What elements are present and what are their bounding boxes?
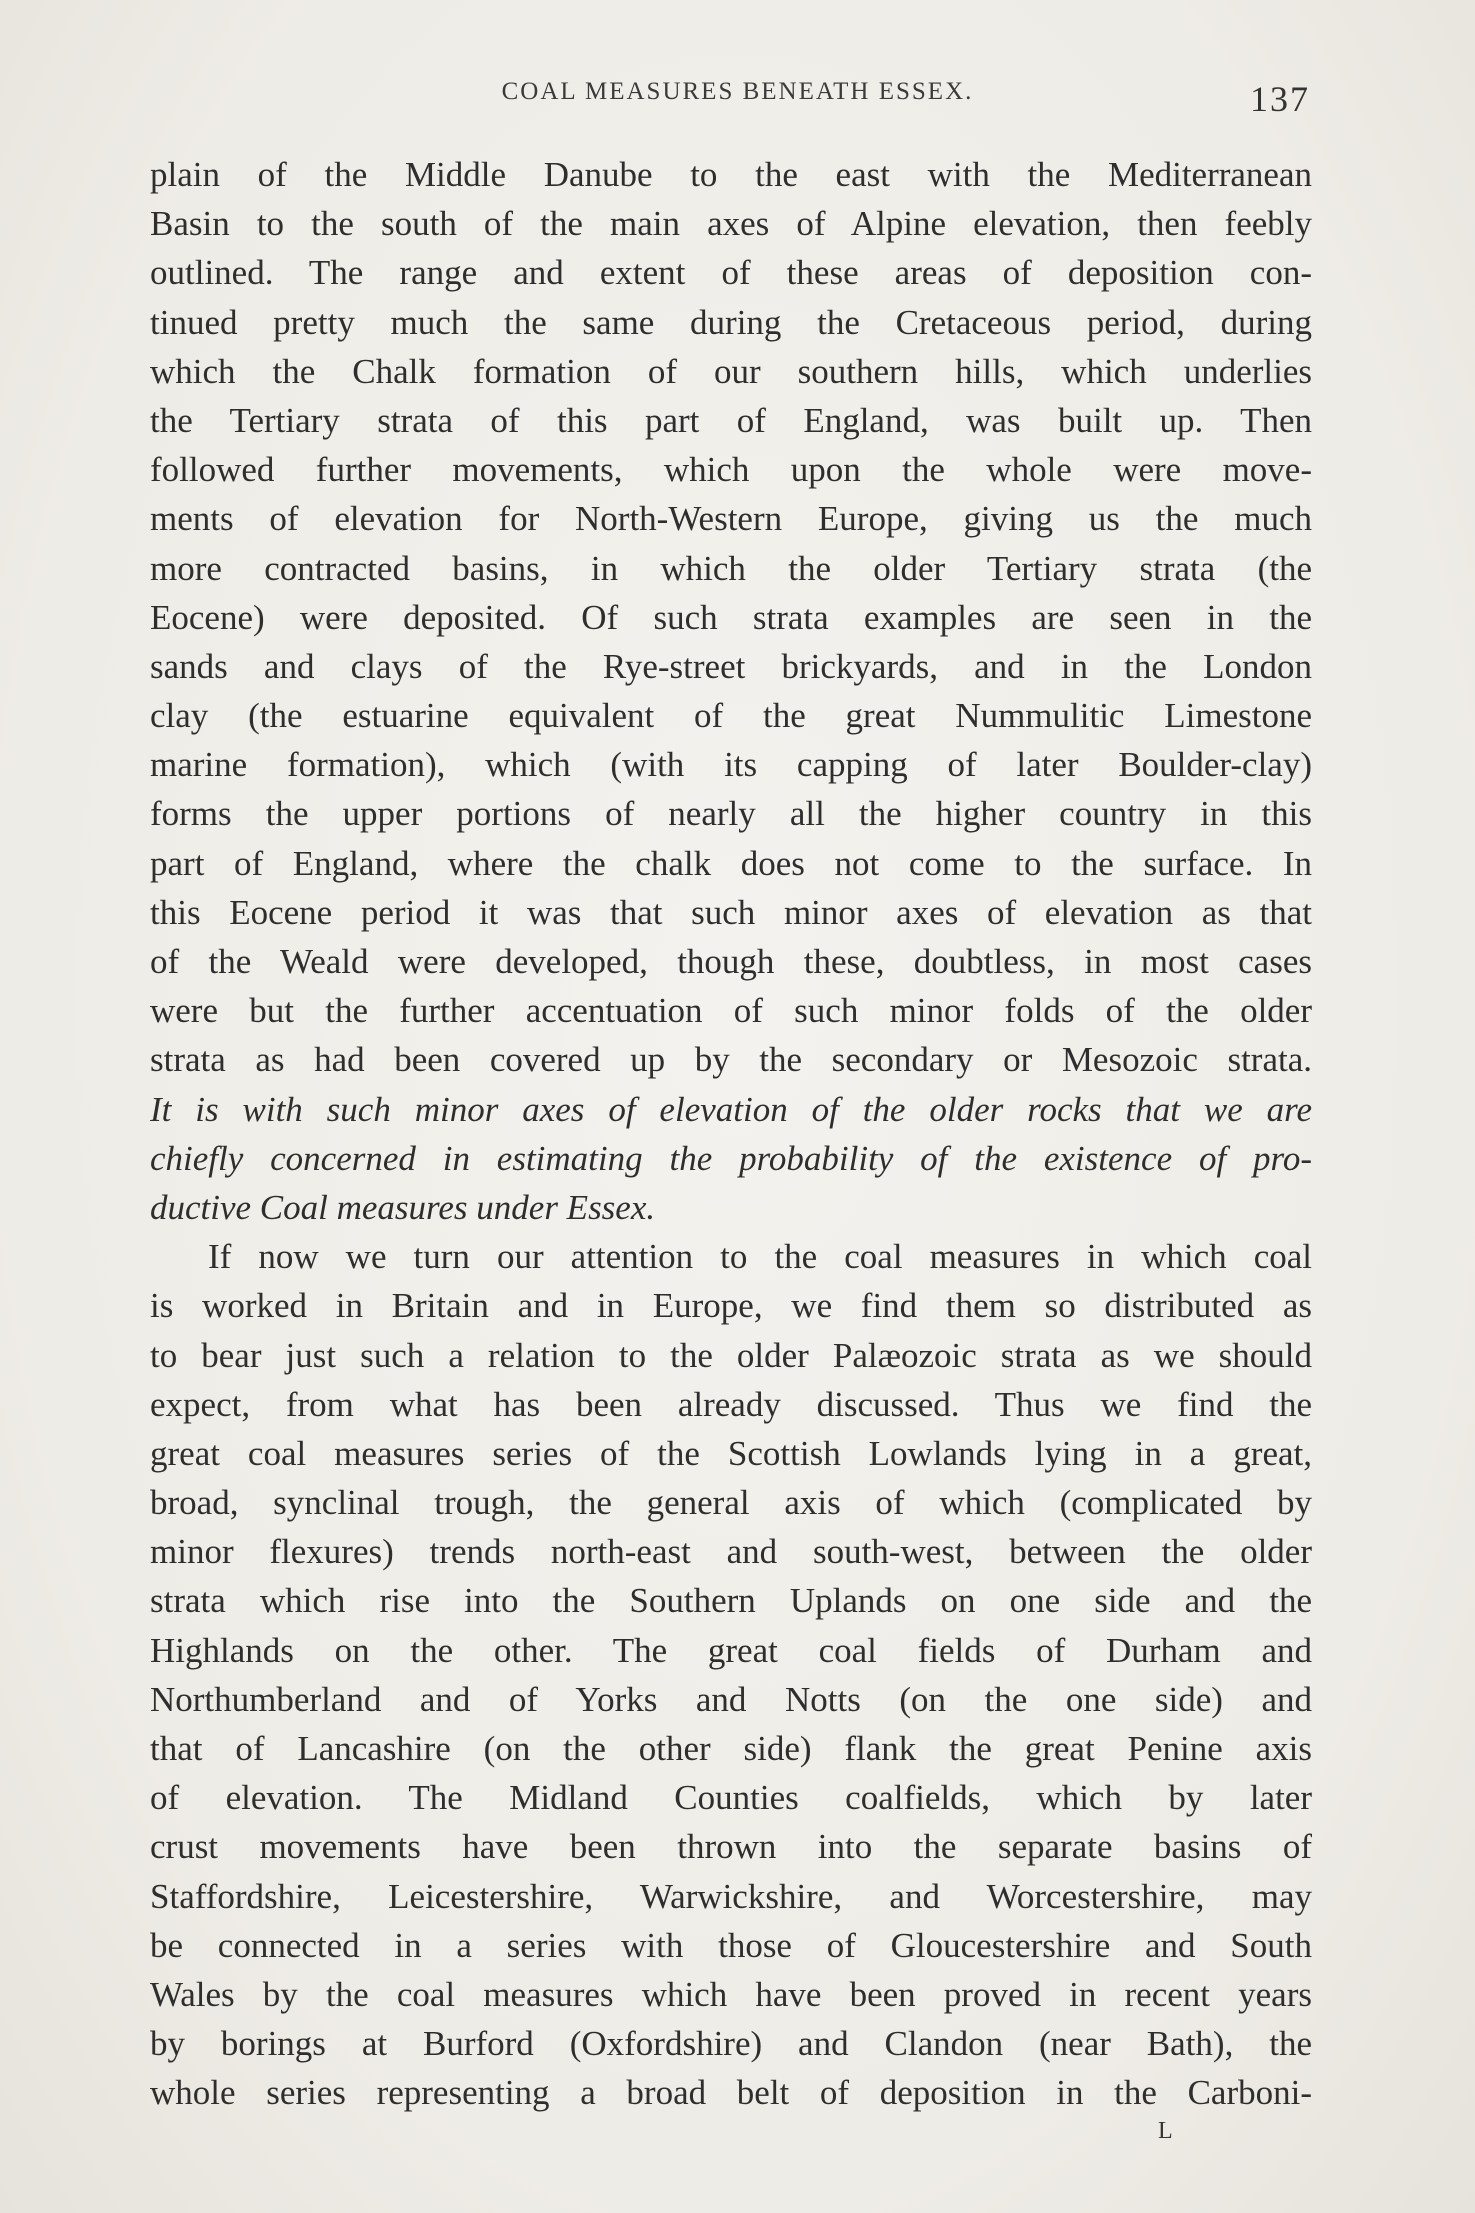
text-line: which the Chalk formation of our southern hills, which underlies xyxy=(150,351,1312,391)
text-line: Basin to the south of the main axes of Alpine elevation, then feebly xyxy=(150,204,1312,244)
running-title: COAL MEASURES BENEATH ESSEX. xyxy=(501,78,974,105)
text-line: Wales by the coal measures which have been proved in recent years xyxy=(150,1974,1312,2014)
signature-mark: L xyxy=(1158,2118,1173,2144)
text-line: forms the upper portions of nearly all the higher country in this xyxy=(150,794,1312,834)
text-line: the Tertiary strata of this part of England, was built up. Then xyxy=(150,400,1312,440)
text-line: followed further movements, which upon the whole were move- xyxy=(150,450,1312,490)
text-line: crust movements have been thrown into the separate basins of xyxy=(150,1827,1312,1867)
text-line: ductive Coal measures under Essex. xyxy=(150,1187,656,1227)
text-line: is worked in Britain and in Europe, we find them so distributed as xyxy=(150,1286,1312,1326)
text-line: If now we turn our attention to the coal measures in which coal xyxy=(208,1237,1312,1277)
text-line: marine formation), which (with its capping of later Boulder-clay) xyxy=(150,745,1312,785)
text-line: that of Lancashire (on the other side) flank the great Penine axis xyxy=(150,1729,1312,1768)
text-line: Northumberland and of Yorks and Notts (on the one side) and xyxy=(150,1679,1312,1719)
text-line: minor flexures) trends north-east and south-west, between the older xyxy=(150,1532,1312,1572)
text-line: Staffordshire, Leicestershire, Warwickshire, and Worcestershire, may xyxy=(150,1876,1312,1916)
text-line: to bear just such a relation to the older Palæozoic strata as we should xyxy=(150,1335,1312,1375)
text-line: broad, synclinal trough, the general axis of which (complicated by xyxy=(150,1483,1312,1523)
text-line: strata which rise into the Southern Uplands on one side and the xyxy=(150,1581,1312,1621)
page-number: 137 xyxy=(1250,79,1310,119)
text-line: more contracted basins, in which the older Tertiary strata (the xyxy=(150,548,1312,588)
text-line: ments of elevation for North-Western Europe, giving us the much xyxy=(150,499,1312,539)
text-line: expect, from what has been already discussed. Thus we find the xyxy=(150,1384,1312,1424)
text-line: this Eocene period it was that such minor axes of elevation as that xyxy=(150,892,1312,932)
text-line: whole series representing a broad belt of deposition in the Carboni- xyxy=(150,2073,1312,2113)
text-line: chiefly concerned in estimating the probability of the existence of pro- xyxy=(150,1138,1312,1178)
text-line: of the Weald were developed, though these, doubtless, in most cases xyxy=(150,942,1312,981)
text-line: Highlands on the other. The great coal fields of Durham and xyxy=(150,1630,1312,1670)
body-text xyxy=(150,150,1312,2118)
text-line: part of England, where the chalk does not come to the surface. In xyxy=(150,843,1312,883)
text-line: by borings at Burford (Oxfordshire) and Clandon (near Bath), the xyxy=(150,2024,1312,2064)
text-line: Eocene) were deposited. Of such strata examples are seen in the xyxy=(150,597,1312,637)
text-line: be connected in a series with those of Gloucestershire and South xyxy=(150,1925,1312,1965)
text-line: sands and clays of the Rye-street brickyards, and in the London xyxy=(150,646,1312,686)
text-line: of elevation. The Midland Counties coalfields, which by later xyxy=(150,1778,1312,1818)
text-line: tinued pretty much the same during the Cretaceous period, during xyxy=(150,302,1312,342)
text-line: great coal measures series of the Scottish Lowlands lying in a great, xyxy=(150,1433,1312,1473)
text-line: strata as had been covered up by the secondary or Mesozoic strata. xyxy=(150,1040,1312,1080)
text-line: It is with such minor axes of elevation of the older rocks that we are xyxy=(150,1089,1312,1129)
text-line: were but the further accentuation of such minor folds of the older xyxy=(150,991,1312,1031)
text-line: clay (the estuarine equivalent of the great Nummulitic Limestone xyxy=(150,696,1312,736)
text-line: plain of the Middle Danube to the east with the Mediterranean xyxy=(150,155,1312,194)
text-line: outlined. The range and extent of these areas of deposition con- xyxy=(150,253,1312,293)
